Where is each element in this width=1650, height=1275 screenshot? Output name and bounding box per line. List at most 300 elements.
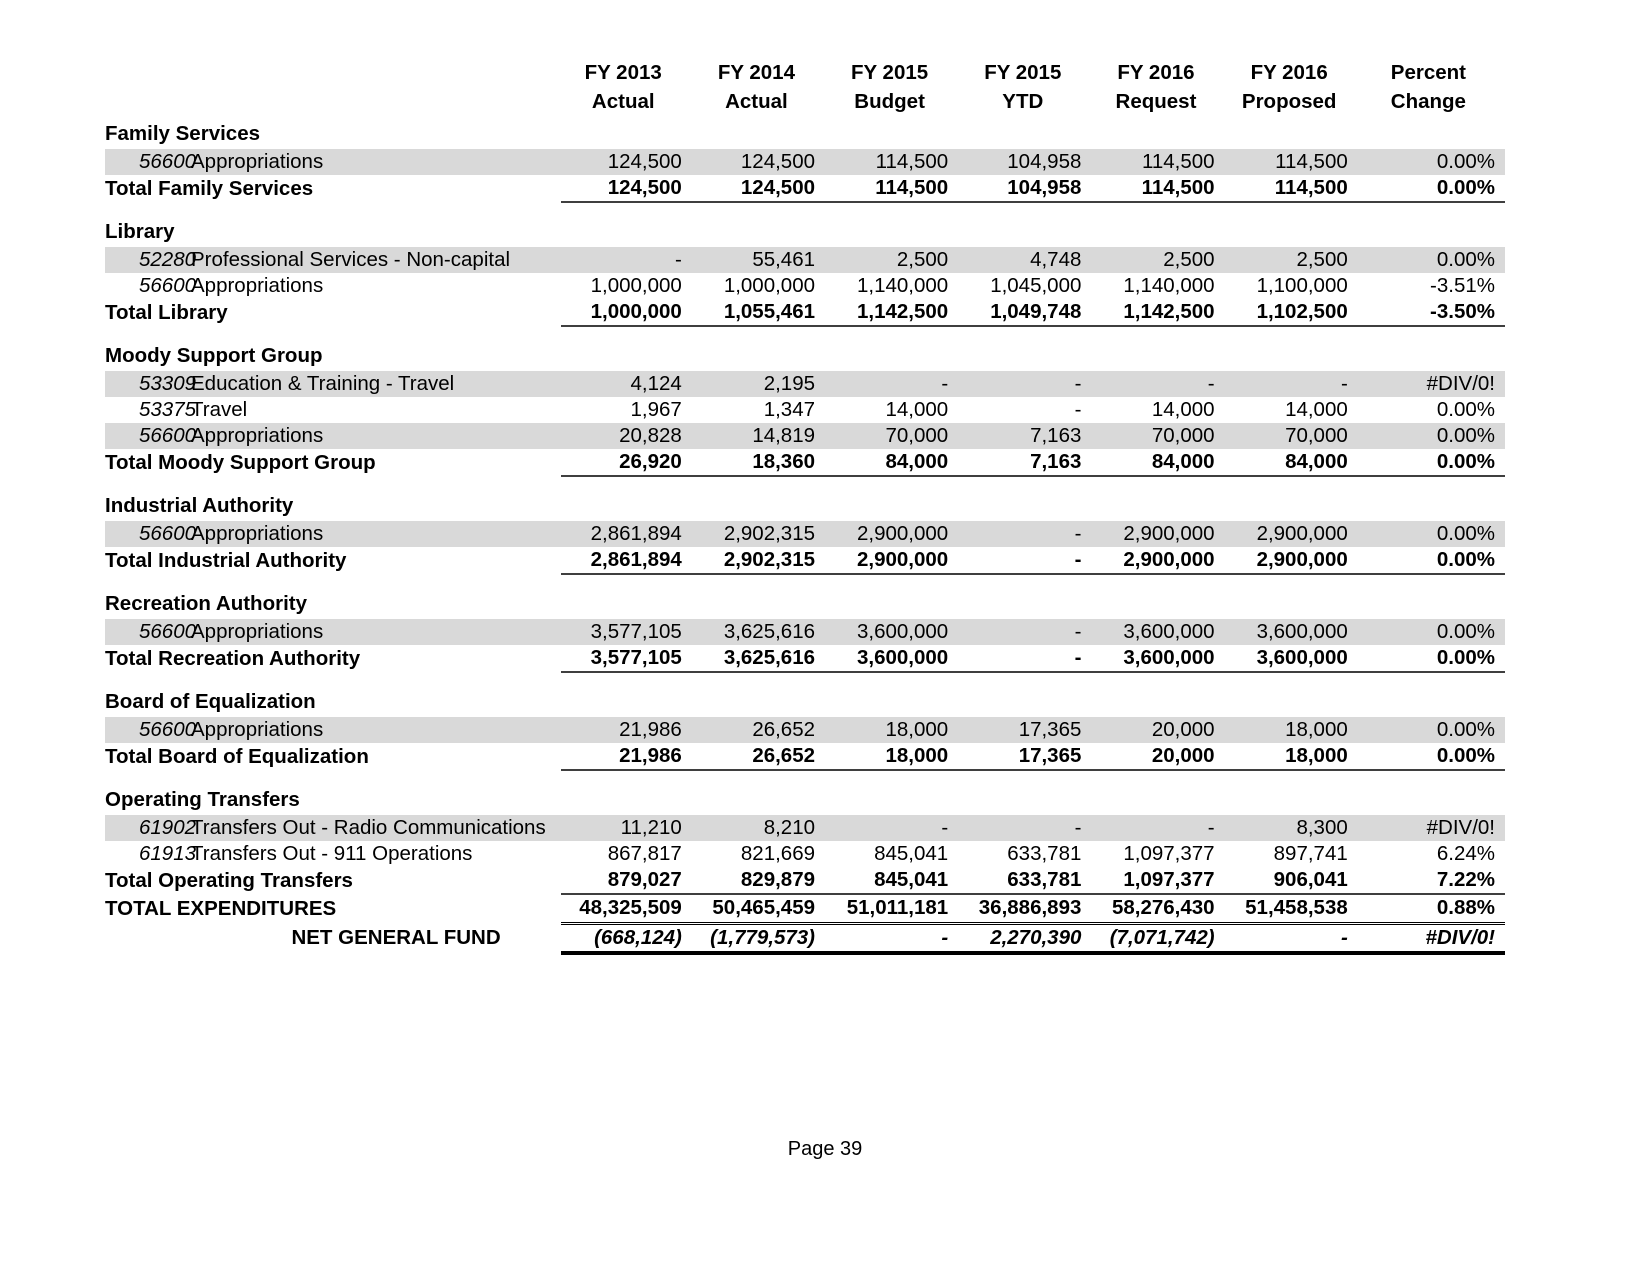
column-header-line1: Percent <box>1390 61 1466 84</box>
section-total-value-0: 879,027 <box>561 867 694 894</box>
detail-row-percent-change: #DIV/0! <box>1360 371 1505 397</box>
account-description: Appropriations <box>191 718 324 742</box>
row-spacer-cell <box>827 326 960 340</box>
row-spacer-cell <box>561 770 694 784</box>
row-spacer-cell <box>105 574 561 588</box>
detail-row-label <box>105 247 561 273</box>
row-spacer-cell <box>1360 326 1505 340</box>
section-total-label: Total Industrial Authority <box>105 548 347 572</box>
net-general-fund-row <box>105 924 1505 954</box>
account-description: Appropriations <box>191 150 324 174</box>
section-total-value-1: 2,902,315 <box>694 547 827 574</box>
row-spacer <box>105 672 1505 686</box>
net-general-fund-value-2: - <box>827 924 960 954</box>
detail-row-percent-change: 0.00% <box>1360 619 1505 645</box>
detail-row-value-3: 1,045,000 <box>990 274 1082 298</box>
row-spacer-cell <box>827 574 960 588</box>
row-spacer-cell <box>561 574 694 588</box>
column-header-line2: Request <box>1115 90 1197 114</box>
detail-row-value-4: 114,500 <box>1093 149 1226 175</box>
section-heading-pad <box>1093 216 1226 247</box>
detail-row-value-2: 845,041 <box>874 842 949 866</box>
row-spacer-cell <box>960 202 1093 216</box>
row-spacer-cell <box>561 476 694 490</box>
section-total-row <box>105 547 1505 574</box>
section-heading-pad <box>1360 686 1505 717</box>
section-heading-pad <box>1227 490 1360 521</box>
grand-total-value-0: 48,325,509 <box>561 894 694 924</box>
section-heading-label: Recreation Authority <box>105 592 307 616</box>
section-total-percent-change: 7.22% <box>1360 867 1505 894</box>
header-row <box>105 58 1505 118</box>
section-heading-pad <box>1093 118 1226 149</box>
detail-row-value-5: 70,000 <box>1227 423 1360 449</box>
detail-row-percent-change: 0.00% <box>1360 717 1505 743</box>
row-spacer-cell <box>1360 574 1505 588</box>
section-heading-pad <box>561 216 694 247</box>
section-total-row <box>105 299 1505 326</box>
detail-row-percent-change: 0.00% <box>1360 149 1505 175</box>
section-total-percent-change: 0.00% <box>1360 645 1505 672</box>
section-total-label: Total Operating Transfers <box>105 868 353 892</box>
row-spacer <box>105 326 1505 340</box>
section-heading-row <box>105 686 1505 717</box>
section-total-value-0: 3,577,105 <box>561 645 694 672</box>
detail-row-value-2: 3,600,000 <box>827 619 960 645</box>
detail-row <box>105 521 1505 547</box>
section-total-value-3: 633,781 <box>960 867 1093 894</box>
detail-row-value-0: 21,986 <box>561 717 694 743</box>
column-header-fy2016-proposed <box>1227 58 1360 118</box>
detail-row-value-3: 4,748 <box>960 247 1093 273</box>
section-heading-label: Family Services <box>105 122 260 146</box>
section-total-value-0: 26,920 <box>561 449 694 476</box>
section-heading-row <box>105 490 1505 521</box>
section-heading-row <box>105 216 1505 247</box>
grand-total-value-3: 36,886,893 <box>960 894 1093 924</box>
detail-row-value-0: 2,861,894 <box>561 521 694 547</box>
section-total-value-0: 2,861,894 <box>561 547 694 574</box>
grand-total-value-2: 51,011,181 <box>827 894 960 924</box>
row-spacer <box>105 770 1505 784</box>
section-heading-pad <box>1360 118 1505 149</box>
detail-row-value-5: 114,500 <box>1227 149 1360 175</box>
account-description: Appropriations <box>191 274 324 298</box>
row-spacer-cell <box>960 574 1093 588</box>
section-total-value-2: 845,041 <box>827 867 960 894</box>
detail-row-value-0: 4,124 <box>561 371 694 397</box>
section-heading-pad <box>960 490 1093 521</box>
detail-row-value-5: 2,500 <box>1227 247 1360 273</box>
section-heading-pad <box>1360 490 1505 521</box>
detail-row-value-0: - <box>561 247 694 273</box>
section-heading-pad <box>827 588 960 619</box>
section-heading-row <box>105 118 1505 149</box>
section-total-percent-change: 0.00% <box>1360 449 1505 476</box>
column-header-line2: Proposed <box>1241 90 1337 114</box>
detail-row-percent-change: 0.00% <box>1360 521 1505 547</box>
detail-row-value-1: 14,819 <box>694 423 827 449</box>
net-general-fund-value-5: - <box>1227 924 1360 954</box>
detail-row <box>105 423 1505 449</box>
detail-row-value-0: 124,500 <box>561 149 694 175</box>
section-total-percent-change: -3.50% <box>1360 299 1505 326</box>
section-total-value-3: - <box>960 547 1093 574</box>
detail-row-value-5: 2,900,000 <box>1227 521 1360 547</box>
grand-total-value-1: 50,465,459 <box>694 894 827 924</box>
row-spacer-cell <box>960 326 1093 340</box>
column-header-line1: FY 2015 <box>851 61 929 84</box>
section-heading-pad <box>960 216 1093 247</box>
column-header-line2: Budget <box>854 90 925 114</box>
row-spacer-cell <box>827 672 960 686</box>
row-spacer-cell <box>1227 574 1360 588</box>
section-heading-pad <box>1360 216 1505 247</box>
detail-row <box>105 149 1505 175</box>
account-code: 56600 <box>139 522 197 546</box>
section-heading-pad <box>1227 588 1360 619</box>
section-heading-pad <box>561 784 694 815</box>
detail-row-value-5: 8,300 <box>1227 815 1360 841</box>
section-total-value-4: 1,142,500 <box>1093 299 1226 326</box>
section-total-value-2: 2,900,000 <box>827 547 960 574</box>
detail-row-value-3: 104,958 <box>960 149 1093 175</box>
account-description: Transfers Out - 911 Operations <box>191 842 473 866</box>
section-total-value-0: 21,986 <box>561 743 694 770</box>
section-total-value-1: 1,055,461 <box>694 299 827 326</box>
section-total-value-4: 1,097,377 <box>1093 867 1226 894</box>
detail-row-value-2: - <box>827 371 960 397</box>
grand-total-value-5: 51,458,538 <box>1227 894 1360 924</box>
detail-row-value-2: 2,500 <box>827 247 960 273</box>
section-total-row <box>105 175 1505 202</box>
section-total-value-3: 104,958 <box>960 175 1093 202</box>
row-spacer-cell <box>1360 672 1505 686</box>
row-spacer-cell <box>827 202 960 216</box>
section-total-value-1: 829,879 <box>694 867 827 894</box>
table-header <box>105 58 1505 118</box>
account-description: Transfers Out - Radio Communications <box>191 816 546 840</box>
column-header-line1: FY 2013 <box>584 61 662 84</box>
net-general-fund-value-1: (1,779,573) <box>694 924 827 954</box>
budget-sheet <box>105 58 1505 955</box>
detail-row-value-2: 2,900,000 <box>827 521 960 547</box>
section-total-label: Total Family Services <box>105 176 314 200</box>
account-code: 56600 <box>139 424 197 448</box>
account-description: Professional Services - Non-capital <box>191 248 511 272</box>
column-header-line1: FY 2016 <box>1117 61 1195 84</box>
detail-row <box>105 815 1505 841</box>
section-total-row <box>105 449 1505 476</box>
section-heading-pad <box>827 686 960 717</box>
detail-row-label <box>105 149 561 175</box>
detail-row-value-3: - <box>960 521 1093 547</box>
detail-row-value-2: - <box>827 815 960 841</box>
detail-row-value-1: 3,625,616 <box>694 619 827 645</box>
row-spacer-cell <box>1360 770 1505 784</box>
detail-row-value-3: 7,163 <box>960 423 1093 449</box>
section-total-value-5: 906,041 <box>1227 867 1360 894</box>
section-heading-pad <box>1093 340 1226 371</box>
section-heading-label: Moody Support Group <box>105 344 323 368</box>
section-heading-label: Operating Transfers <box>105 788 300 812</box>
section-total-label: Total Library <box>105 300 228 324</box>
detail-row-value-4: 14,000 <box>1151 398 1215 422</box>
detail-row-percent-change: 0.00% <box>1436 398 1495 422</box>
row-spacer-cell <box>1227 476 1360 490</box>
section-total-value-5: 3,600,000 <box>1227 645 1360 672</box>
row-spacer-cell <box>694 326 827 340</box>
detail-row-label <box>105 521 561 547</box>
section-total-label: Total Recreation Authority <box>105 646 361 670</box>
section-heading-pad <box>694 118 827 149</box>
account-description: Appropriations <box>191 424 324 448</box>
section-heading-pad <box>1227 686 1360 717</box>
section-heading-label: Board of Equalization <box>105 690 316 714</box>
row-spacer-cell <box>1227 770 1360 784</box>
detail-row-label <box>105 841 561 867</box>
section-heading-pad <box>561 340 694 371</box>
expenditures-table <box>105 58 1505 955</box>
section-heading-label: Library <box>105 220 175 244</box>
detail-row-value-5: 3,600,000 <box>1227 619 1360 645</box>
account-code: 61913 <box>139 842 197 866</box>
row-spacer-cell <box>561 672 694 686</box>
detail-row <box>105 273 1505 299</box>
row-spacer-cell <box>561 326 694 340</box>
section-heading-pad <box>960 118 1093 149</box>
section-heading-pad <box>694 340 827 371</box>
detail-row-value-1: 8,210 <box>694 815 827 841</box>
detail-row-value-5: 14,000 <box>1285 398 1348 422</box>
detail-row-value-2: 18,000 <box>827 717 960 743</box>
detail-row-value-1: 2,902,315 <box>694 521 827 547</box>
row-spacer <box>105 202 1505 216</box>
account-code: 56600 <box>139 150 197 174</box>
section-total-value-2: 18,000 <box>827 743 960 770</box>
detail-row-value-4: 1,140,000 <box>1123 274 1215 298</box>
section-total-value-5: 18,000 <box>1227 743 1360 770</box>
column-header-fy2013 <box>561 58 694 118</box>
row-spacer-cell <box>960 672 1093 686</box>
section-total-value-1: 3,625,616 <box>694 645 827 672</box>
row-spacer-cell <box>694 770 827 784</box>
detail-row-value-3: - <box>960 815 1093 841</box>
section-heading-row <box>105 588 1505 619</box>
section-total-value-5: 1,102,500 <box>1227 299 1360 326</box>
row-spacer-cell <box>1093 202 1226 216</box>
section-heading-pad <box>1360 340 1505 371</box>
account-code: 56600 <box>139 718 197 742</box>
account-code: 61902 <box>139 816 197 840</box>
account-description: Appropriations <box>191 522 324 546</box>
detail-row-value-1: 124,500 <box>694 149 827 175</box>
column-header-line2: Change <box>1390 90 1466 114</box>
detail-row-value-4: 1,097,377 <box>1123 842 1215 866</box>
row-spacer-cell <box>1360 476 1505 490</box>
column-header-line1: FY 2014 <box>717 61 795 84</box>
section-heading-pad <box>1227 216 1360 247</box>
net-general-fund-percent-change: #DIV/0! <box>1360 924 1505 954</box>
section-total-value-2: 84,000 <box>827 449 960 476</box>
column-header-fy2014 <box>694 58 827 118</box>
section-heading-pad <box>827 490 960 521</box>
section-heading-pad <box>827 118 960 149</box>
detail-row-value-5: 897,741 <box>1273 842 1348 866</box>
detail-row-value-3: - <box>1074 398 1082 422</box>
detail-row-value-4: 20,000 <box>1093 717 1226 743</box>
account-code: 56600 <box>139 620 197 644</box>
detail-row-value-1: 55,461 <box>694 247 827 273</box>
column-header-fy2016-request <box>1093 58 1226 118</box>
section-total-value-0: 124,500 <box>561 175 694 202</box>
section-heading-pad <box>1360 588 1505 619</box>
row-spacer-cell <box>1093 476 1226 490</box>
section-heading-pad <box>694 588 827 619</box>
detail-row-value-4: 2,900,000 <box>1093 521 1226 547</box>
section-total-row <box>105 645 1505 672</box>
section-heading-pad <box>694 216 827 247</box>
detail-row-label <box>105 815 561 841</box>
section-total-value-0: 1,000,000 <box>561 299 694 326</box>
grand-total-value-4: 58,276,430 <box>1093 894 1226 924</box>
row-spacer-cell <box>1227 672 1360 686</box>
detail-row-label <box>105 273 561 299</box>
section-heading-pad <box>960 340 1093 371</box>
row-spacer-cell <box>1093 770 1226 784</box>
row-spacer-cell <box>960 770 1093 784</box>
column-header-line2: Actual <box>725 90 788 114</box>
section-heading-pad <box>827 340 960 371</box>
row-spacer <box>105 574 1505 588</box>
section-total-value-4: 2,900,000 <box>1093 547 1226 574</box>
row-spacer-cell <box>827 476 960 490</box>
detail-row-value-1: 1,347 <box>763 398 816 422</box>
column-header-line1: FY 2015 <box>984 61 1062 84</box>
section-heading-row <box>105 340 1505 371</box>
row-spacer-cell <box>105 476 561 490</box>
section-total-value-4: 3,600,000 <box>1093 645 1226 672</box>
section-total-value-5: 2,900,000 <box>1227 547 1360 574</box>
section-heading-pad <box>1360 784 1505 815</box>
section-heading-pad <box>561 686 694 717</box>
detail-row-percent-change: 0.00% <box>1360 247 1505 273</box>
detail-row-value-5: - <box>1227 371 1360 397</box>
grand-total-row <box>105 894 1505 924</box>
section-total-value-1: 124,500 <box>694 175 827 202</box>
section-total-value-5: 84,000 <box>1227 449 1360 476</box>
section-heading-pad <box>694 490 827 521</box>
account-code: 56600 <box>139 274 197 298</box>
row-spacer-cell <box>694 574 827 588</box>
table-body <box>105 118 1505 953</box>
detail-row <box>105 717 1505 743</box>
section-total-value-1: 18,360 <box>694 449 827 476</box>
section-heading-pad <box>1093 490 1226 521</box>
net-general-fund-value-3: 2,270,390 <box>960 924 1093 954</box>
detail-row-value-2: 1,140,000 <box>857 274 949 298</box>
detail-row <box>105 247 1505 273</box>
detail-row-label <box>105 397 561 423</box>
section-total-value-2: 114,500 <box>827 175 960 202</box>
detail-row <box>105 397 1505 423</box>
row-spacer-cell <box>827 770 960 784</box>
section-heading-pad <box>960 588 1093 619</box>
section-heading-pad <box>561 118 694 149</box>
account-description: Travel <box>191 398 248 422</box>
section-total-percent-change: 0.00% <box>1360 175 1505 202</box>
column-header-fy2015-ytd <box>960 58 1093 118</box>
section-total-value-4: 114,500 <box>1093 175 1226 202</box>
section-heading-pad <box>694 686 827 717</box>
column-header-line1: FY 2016 <box>1250 61 1328 84</box>
section-heading-pad <box>1227 340 1360 371</box>
detail-row-value-0: 867,817 <box>607 842 682 866</box>
grand-total-label: TOTAL EXPENDITURES <box>105 896 337 920</box>
detail-row-value-4: 2,500 <box>1093 247 1226 273</box>
row-spacer-cell <box>105 672 561 686</box>
detail-row-value-4: 3,600,000 <box>1093 619 1226 645</box>
section-heading-label: Industrial Authority <box>105 494 294 518</box>
section-total-value-3: 7,163 <box>960 449 1093 476</box>
detail-row <box>105 619 1505 645</box>
detail-row-percent-change: 0.00% <box>1360 423 1505 449</box>
section-heading-pad <box>1227 118 1360 149</box>
column-header-fy2015-budget <box>827 58 960 118</box>
row-spacer <box>105 476 1505 490</box>
section-total-label: Total Board of Equalization <box>105 744 369 768</box>
row-spacer-cell <box>1093 574 1226 588</box>
section-heading-pad <box>827 784 960 815</box>
row-spacer-cell <box>1227 326 1360 340</box>
account-description: Appropriations <box>191 620 324 644</box>
section-heading-pad <box>1093 588 1226 619</box>
detail-row <box>105 371 1505 397</box>
grand-total-percent-change: 0.88% <box>1360 894 1505 924</box>
detail-row-value-1: 1,000,000 <box>723 274 816 298</box>
detail-row-label <box>105 423 561 449</box>
section-total-row <box>105 743 1505 770</box>
detail-row-value-5: 18,000 <box>1227 717 1360 743</box>
row-spacer-cell <box>960 476 1093 490</box>
detail-row-value-4: - <box>1093 815 1226 841</box>
row-spacer-cell <box>105 202 561 216</box>
section-total-value-3: - <box>960 645 1093 672</box>
row-spacer-cell <box>561 202 694 216</box>
detail-row-value-5: 1,100,000 <box>1256 274 1348 298</box>
section-heading-pad <box>694 784 827 815</box>
section-heading-pad <box>561 588 694 619</box>
section-heading-pad <box>561 490 694 521</box>
row-spacer-cell <box>105 770 561 784</box>
detail-row-value-0: 1,000,000 <box>590 274 682 298</box>
account-code: 53375 <box>139 398 197 422</box>
section-total-label: Total Moody Support Group <box>105 450 376 474</box>
column-header-line2: Actual <box>591 90 655 114</box>
detail-row-percent-change: 6.24% <box>1436 842 1495 866</box>
detail-row <box>105 841 1505 867</box>
detail-row-value-3: - <box>960 619 1093 645</box>
row-spacer-cell <box>105 326 561 340</box>
section-heading-row <box>105 784 1505 815</box>
detail-row-value-1: 821,669 <box>740 842 816 866</box>
section-heading-pad <box>960 784 1093 815</box>
section-total-value-2: 1,142,500 <box>827 299 960 326</box>
column-header-percent-change <box>1360 58 1505 118</box>
section-total-value-3: 17,365 <box>960 743 1093 770</box>
section-heading-pad <box>1093 784 1226 815</box>
column-header-label <box>105 58 561 118</box>
